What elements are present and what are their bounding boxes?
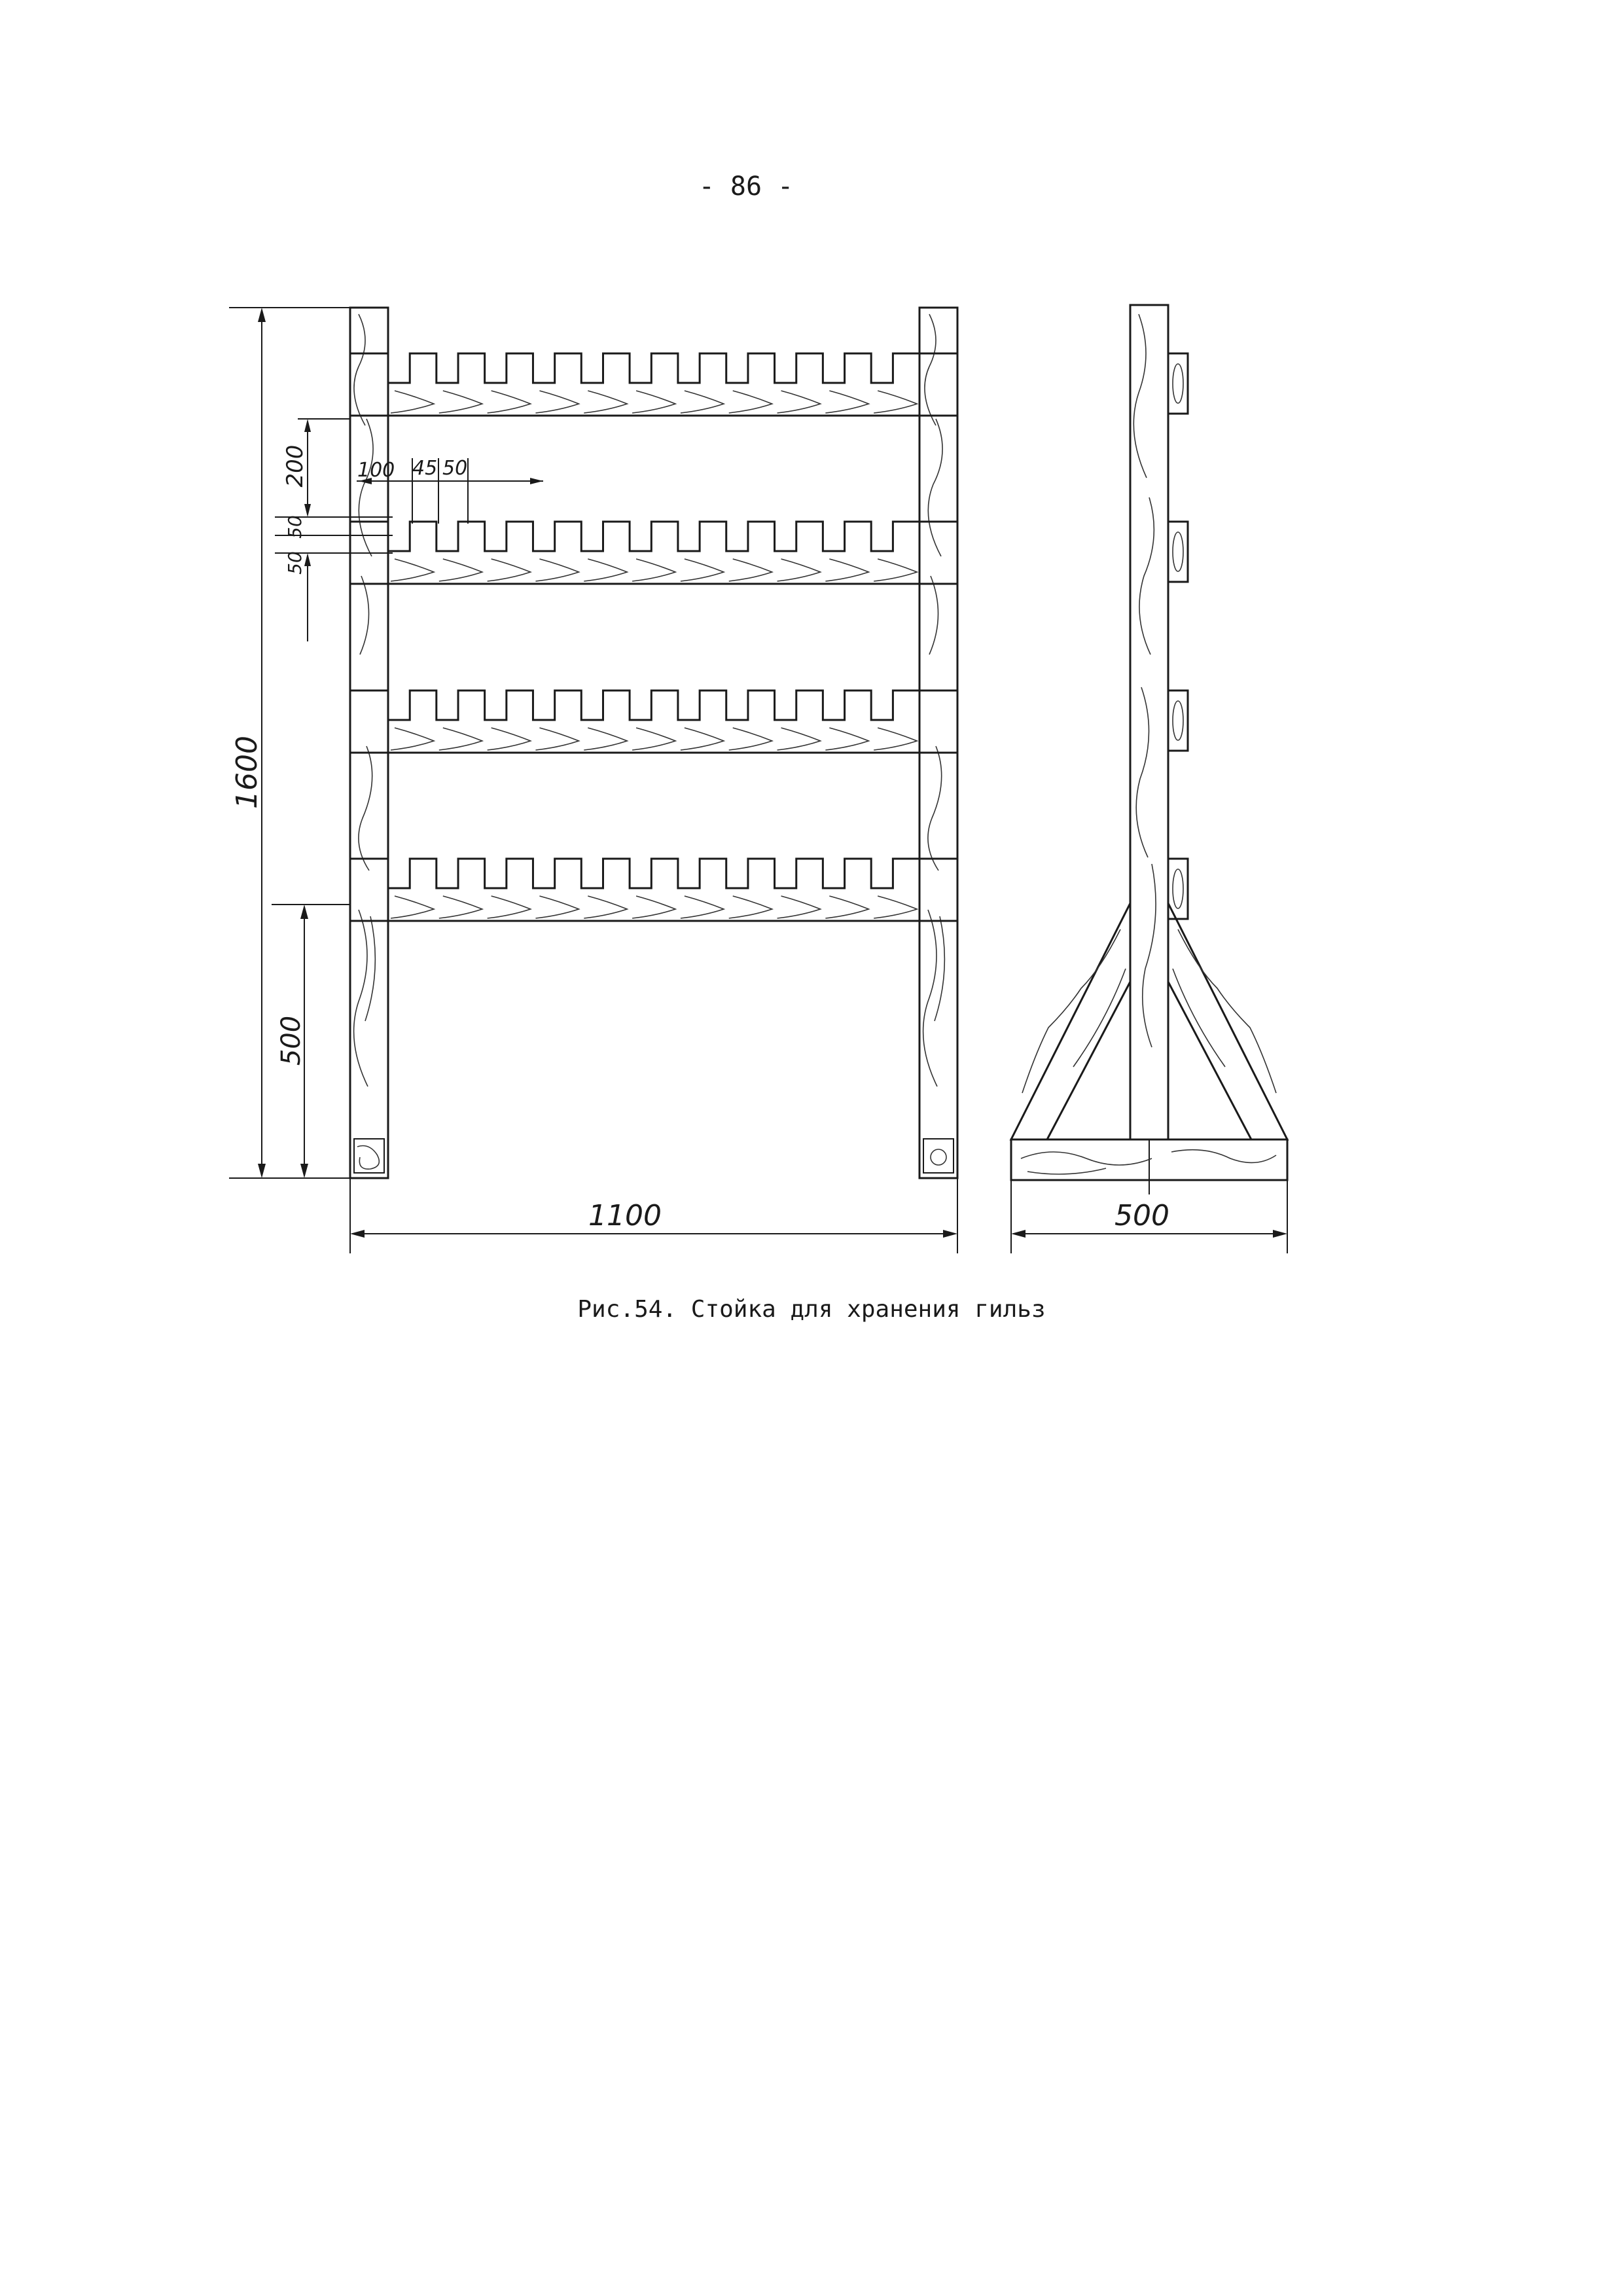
shelf-grain — [439, 559, 482, 581]
shelf-grain — [488, 896, 531, 918]
shelf-grain — [729, 728, 772, 750]
dim-width: 1100 — [588, 1199, 662, 1232]
shelf-grain — [391, 896, 434, 918]
dim-slot-45: 45 — [412, 457, 438, 480]
dim-slot-100: 100 — [357, 459, 395, 482]
shelf-grain — [825, 391, 868, 413]
shelf-grain — [488, 391, 531, 413]
front-dimensions — [229, 308, 957, 1253]
side-braces — [1011, 903, 1287, 1139]
dim-slot-50: 50 — [442, 457, 468, 480]
shelf-grain — [825, 728, 868, 750]
left-post — [350, 308, 388, 1178]
shelf-grain — [681, 391, 724, 413]
shelf-grain — [535, 391, 579, 413]
shelf-grain — [439, 391, 482, 413]
shelf-grain — [488, 559, 531, 581]
shelf-3 — [350, 691, 957, 753]
side-hook-grain — [1173, 364, 1183, 403]
shelf-grain — [681, 728, 724, 750]
shelf-grain — [391, 728, 434, 750]
shelf-grain — [439, 896, 482, 918]
shelf-grain — [874, 559, 917, 581]
shelf-grain — [584, 728, 627, 750]
shelf-grain — [632, 728, 675, 750]
figure-caption: Рис.54. Стойка для хранения гильз — [577, 1296, 1046, 1323]
side-hook-2 — [1168, 522, 1188, 582]
page-number: - 86 - — [698, 171, 794, 202]
shelf-grain — [439, 728, 482, 750]
shelf-grain — [535, 728, 579, 750]
side-post — [1130, 305, 1168, 1194]
shelf-grain — [777, 559, 821, 581]
shelf-grain — [632, 559, 675, 581]
dim-bottom-height: 500 — [276, 1015, 306, 1066]
shelf-grain — [584, 896, 627, 918]
shelf-grain — [391, 391, 434, 413]
dim-shelf-spacing: 200 — [282, 444, 308, 488]
dim-slot-depth-a: 50 — [284, 551, 306, 575]
shelf-4 — [350, 859, 957, 921]
shelf-grain — [777, 391, 821, 413]
shelf-grain — [535, 559, 579, 581]
dim-base-width: 500 — [1115, 1199, 1169, 1232]
side-hook-3 — [1168, 691, 1188, 751]
shelf-grain — [729, 391, 772, 413]
shelf-grain — [488, 728, 531, 750]
shelf-grain — [584, 391, 627, 413]
shelf-grain — [391, 559, 434, 581]
side-hook-1 — [1168, 353, 1188, 414]
right-post — [919, 308, 957, 1178]
shelf-grain — [681, 896, 724, 918]
dim-total-height: 1600 — [230, 736, 264, 809]
shelf-grain — [874, 728, 917, 750]
shelf-grain — [777, 896, 821, 918]
front-view — [350, 308, 957, 1178]
shelf-grain — [632, 391, 675, 413]
shelf-grain — [777, 728, 821, 750]
shelf-grain — [632, 896, 675, 918]
side-hook-grain — [1173, 869, 1183, 908]
side-view — [1011, 305, 1287, 1194]
side-hook-grain — [1173, 701, 1183, 740]
side-hook-grain — [1173, 532, 1183, 571]
shelf-grain — [729, 896, 772, 918]
shelf-grain — [584, 559, 627, 581]
side-hooks — [1168, 353, 1188, 919]
shelf-grain — [535, 896, 579, 918]
shelf-grain — [825, 559, 868, 581]
shelf-grain — [874, 391, 917, 413]
shelf-grain — [825, 896, 868, 918]
shelf-grain — [874, 896, 917, 918]
shelf-1 — [350, 353, 957, 416]
shelf-2 — [350, 522, 957, 584]
dim-slot-depth-b: 50 — [284, 515, 306, 539]
shelves — [350, 353, 957, 921]
shelf-grain — [681, 559, 724, 581]
shelf-grain — [729, 559, 772, 581]
